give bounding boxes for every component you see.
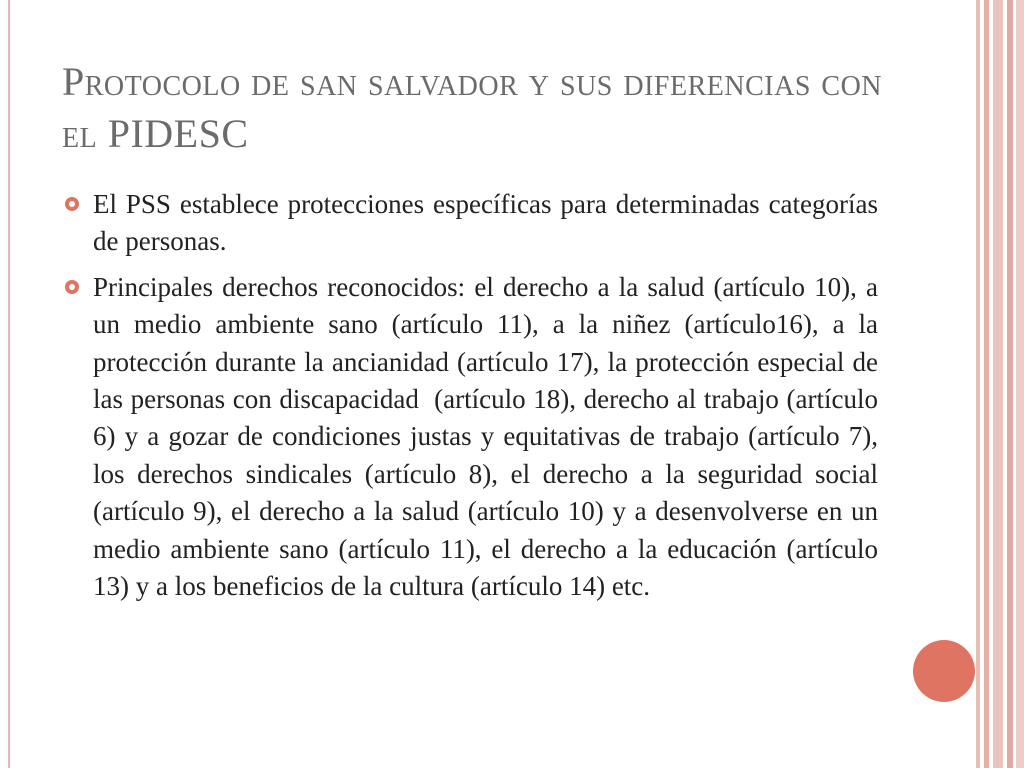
- stripe: [1007, 0, 1013, 768]
- bullet-text: Principales derechos reconocidos: el derecho a la salud (artículo 10), a un medio ambiente sano (artículo 11), a la niñez (artículo16), a la protección durante la ancianidad (artículo 17), la protección especial de las personas con discapacidad (artículo 18), derecho al trabajo (artículo 6) y a gozar de condiciones justas y equitativas de trabajo (artículo 7), los derechos sindicales (artículo 8), el derecho a la seguridad social (artículo 9), el derecho a la salud (artículo 10) y a desenvolverse en un medio ambiente sano (artículo 11), el derecho a la educación (artículo 13) y a los beneficios de la cultura (artículo 14) etc.: [93, 271, 885, 602]
- bullet-item: [62, 186, 885, 261]
- slide-title: Protocolo de san salvador y sus diferencias con el PIDESC: [62, 59, 883, 156]
- stripe: [993, 0, 1003, 768]
- stripe: [976, 0, 980, 768]
- circle-bullet-icon: [65, 280, 79, 294]
- bullet-item: [62, 269, 885, 606]
- right-decorative-stripes: [976, 0, 1024, 768]
- left-frame-line: [8, 0, 10, 768]
- bullet-text: El PSS establece protecciones específicas para determinadas categorías de personas.: [93, 189, 885, 257]
- decorative-circle: [913, 640, 975, 702]
- stripe: [984, 0, 989, 768]
- stripe: [1016, 0, 1024, 768]
- bullet-list: [62, 186, 885, 613]
- circle-bullet-icon: [65, 197, 79, 211]
